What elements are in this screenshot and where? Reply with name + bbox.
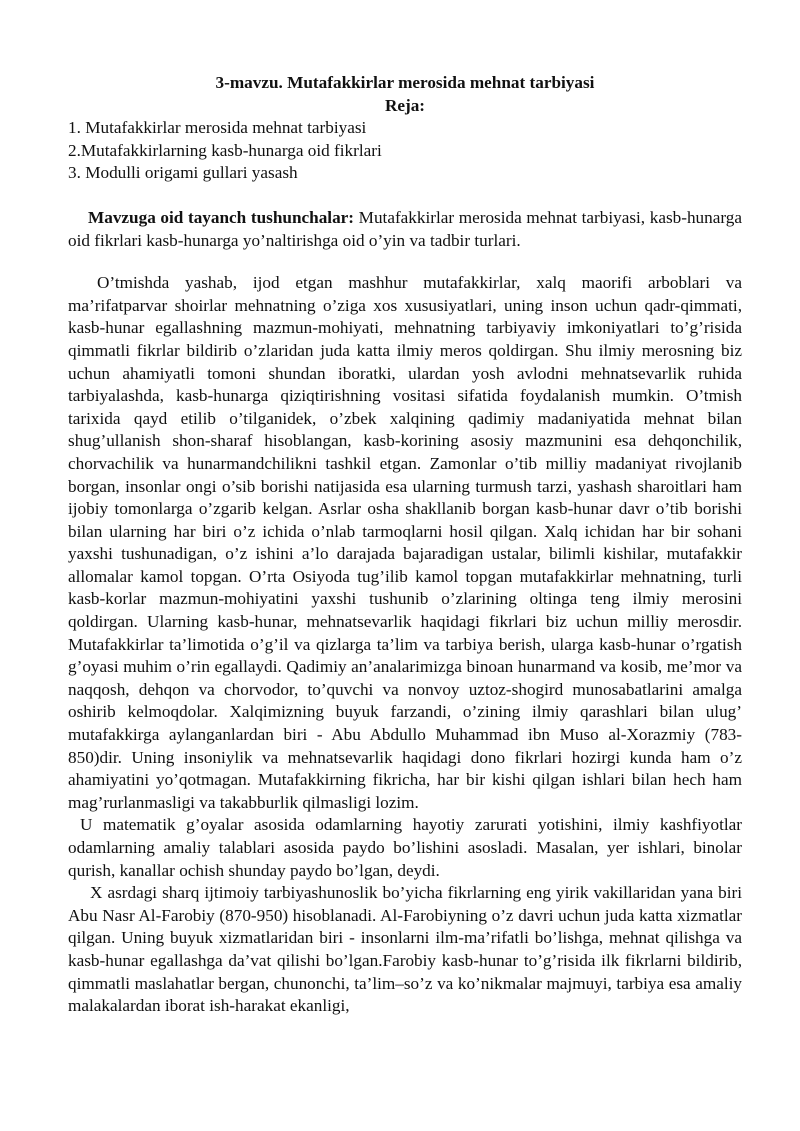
plan-item: 2.Mutafakkirlarning kasb-hunarga oid fikrlari: [68, 140, 382, 160]
plan-list: [68, 117, 742, 185]
plan-item: 3. Modulli origami gullari yasash: [68, 163, 298, 183]
body-paragraph: U matematik g’oyalar asosida odamlarning hayotiy zarurati yotishini, ilmiy kashfiyotlar odamlarning amaliy talablari asosida paydo bo’lishini asosladi. Masalan, yer ishlari, binolar qurish, kanallar ochish shunday paydo bo’lgan, deydi.: [68, 815, 742, 880]
body-paragraph: O’tmishda yashab, ijod etgan mashhur mutafakkirlar, xalq maorifi arboblari va ma’rifatparvar shoirlar mehnatning o’ziga xos xususiyatlari, uning inson uchun qadr-qimmati, kasb-hunar egallashning mazmun-mohiyati, mehnatning tarbiyaviy imkoniyatlari to’g’risida qimmatli fikrlar bildirib o’zlaridan juda katta ilmiy meros qoldirgan. Shu ilmiy merosning biz uchun ahamiyatli tomoni shundan iboratki, ulardan yosh avlodni mehnatsevarlik ruhida tarbiyalashda, kasb-hunarga qiziqtirishning vositasi sifatida foydalanish mumkin. O’tmish tarixida qayd etilib o’tilganidek, o’zbek xalqining qadimiy madaniyatida mehnat bilan shug’ullanish shon-sharaf hisoblangan, kasb-korining asosiy mazmunini esa dehqonchilik, chorvachilik va hunarmandchilikni tashkil etgan. Zamonlar o’tib milliy madaniyat rivojlanib borgan, insonlar ongi o’sib borishi natijasida esa ularning turmush tarzi, yashash sharoitlari ham ijobiy tomonlarga o’zgarib kelgan. Asrlar osha shakllanib borgan kasb-hunar davr o’tib borishi bilan ularning har biri o’z ichida o’nlab tarmoqlarni hosil qilgan. Xalq ichidan har bir sohani yaxshi tushunadigan, o’z ishini a’lo darajada bajaradigan ustalar, bilimli kishilar, mutafakkir allomalar kamol topgan. O’rta Osiyoda tug’ilib kamol topgan mutafakkirlar mehnatning, turli kasb-korlar mazmun-mohiyatini yaxshi tushunib o’zlarining oltinga teng ilmiy merosini qoldirgan. Ularning kasb-hunar, mehnatsevarlik haqidagi fikrlari biz uchun milliy merosdir. Mutafakkirlar ta’limotida o’g’il va qizlarga ta’lim va tarbiya berish, ularga kasb-hunar o’rgatish g’oyasi muhim o’rin egallaydi. Qadimiy an’analarimizga binoan hunarmand va kosib, me’mor va naqqosh, dehqon va chorvodor, to’quvchi va nonvoy uztoz-shogird munosabatlarini amalga oshirib kelmoqdolar. Xalqimizning buyuk farzandi, o’zining ilmiy qarashlari bilan ulug’ mutafakkirga aylanganlardan biri - Abu Abdullo Muhammad ibn Muso al-Xorazmiy (783-850)dir. Uning insoniylik va mehnatsevarlik haqidagi dono fikrlari hozirgi kunda ham o’z ahamiyatini yo’qotmagan. Mutafakkirning fikricha, har bir kishi qilgan ishlari bilan hech ham mag’rurlanmasligi va takabburlik qilmasligi lozim.: [68, 273, 742, 812]
plan-heading: Reja:: [384, 95, 426, 115]
body-paragraph: X asrdagi sharq ijtimoiy tarbiyashunoslik bo’yicha fikrlarning eng yirik vakillaridan yana biri Abu Nasr Al-Farobiy (870-950) hisoblanadi. Al-Farobiyning o’z davri uchun juda katta xizmatlar qilgan. Uning buyuk xizmatlaridan biri - insonlarni ilm-ma’rifatli bo’lishga, mehnat qilishga va kasb-hunar egallashga da’vat qilishi bo’lgan.Farobiy kasb-hunar to’g’risida ilk fikrlarni bildirib, qimmatli maslahatlar bergan, chunonchi, ta’lim–so’z va ko’nikmalar majmuyi, tarbiya esa amaliy malakalardan iborat ish-harakat ekanligi,: [68, 883, 742, 1016]
keywords-label: Mavzuga oid tayanch tushunchalar:: [88, 207, 355, 227]
keywords-text: Mutafakkirlar merosida mehnat tarbiyasi, kasb-hunarga oid fikrlari kasb-hunarga yo’naltirishga oid o’yin va tadbir turlari.: [68, 207, 742, 250]
keywords-paragraph: [68, 207, 742, 252]
document-title: 3-mavzu. Mutafakkirlar merosida mehnat tarbiyasi: [215, 73, 595, 92]
plan-item: 1. Mutafakkirlar merosida mehnat tarbiyasi: [68, 118, 367, 138]
document-page: [68, 72, 742, 1018]
spacer: [68, 185, 742, 207]
